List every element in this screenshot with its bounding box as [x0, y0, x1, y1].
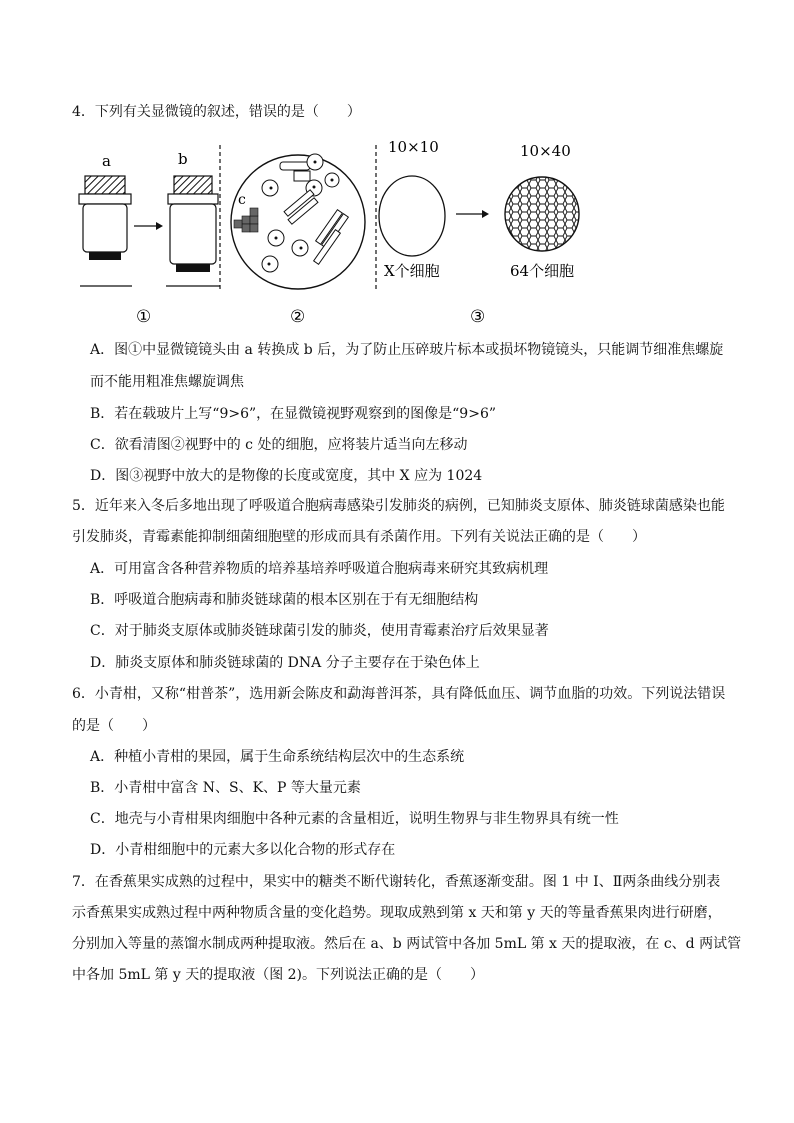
q6-option-c: C．地壳与小青柑果肉细胞中各种元素的含量相近，说明生物界与非生物界具有统一性 — [90, 811, 619, 827]
field-of-view-2 — [231, 154, 365, 289]
q4-option-a: A．图①中显微镜镜头由 a 转换成 b 后，为了防止压碎玻片标本或损坏物镜镜头，只能调节细准焦螺旋 — [90, 342, 724, 358]
q4-option-d: D．图③视野中放大的是物像的长度或宽度，其中 X 应为 1024 — [90, 468, 483, 484]
q5-stem-line-1: 5．近年来入冬后多地出现了呼吸道合胞病毒感染引发肺炎的病例，已知肺炎支原体、肺炎链球菌感染也能 — [72, 498, 725, 514]
figure-num-3: ③ — [470, 307, 486, 327]
objective-lens-a-icon — [79, 176, 131, 260]
q5-option-b: B．呼吸道合胞病毒和肺炎链球菌的根本区别在于有无细胞结构 — [90, 592, 479, 608]
label-c: c — [238, 192, 246, 208]
q5-stem-line-2: 引发肺炎，青霉素能抑制细菌细胞壁的形成而具有杀菌作用。下列有关说法正确的是（ ） — [72, 529, 646, 545]
q4-stem: 4．下列有关显微镜的叙述，错误的是（ ） — [72, 104, 361, 120]
mag-10x10: 10×10 — [388, 140, 439, 156]
q6-option-d: D．小青柑细胞中的元素大多以化合物的形式存在 — [90, 842, 396, 858]
count-x-cells: X个细胞 — [384, 262, 440, 280]
q7-stem-line-1: 7．在香蕉果实成熟的过程中，果实中的糖类不断代谢转化，香蕉逐渐变甜。图 1 中 Ⅰ、Ⅱ两条曲线分别表 — [72, 874, 721, 890]
q4-option-c: C．欲看清图②视野中的 c 处的细胞，应将装片适当向左移动 — [90, 437, 468, 453]
label-a: a — [102, 152, 111, 170]
q4-option-a-cont: 而不能用粗准焦螺旋调焦 — [90, 374, 244, 390]
q6-option-a: A．种植小青柑的果园，属于生命系统结构层次中的生态系统 — [90, 749, 465, 765]
q7-stem-line-2: 示香蕉果实成熟过程中两种物质含量的变化趋势。现取成熟到第 x 天和第 y 天的等量香蕉果肉进行研磨， — [72, 905, 722, 921]
q4-option-b: B．若在载玻片上写“9>6”，在显微镜视野观察到的图像是“9>6” — [90, 406, 497, 422]
field-of-view-high-mag — [505, 177, 579, 251]
objective-lens-b-icon — [168, 176, 218, 272]
figure-num-1: ① — [136, 307, 152, 327]
q6-stem-line-1: 6．小青柑，又称“柑普茶”，选用新会陈皮和勐海普洱茶，具有降低血压、调节血脂的功效。下列说法错误 — [72, 686, 726, 702]
q5-option-a: A．可用富含各种营养物质的培养基培养呼吸道合胞病毒来研究其致病机理 — [90, 561, 549, 577]
figure-num-2: ② — [290, 307, 306, 327]
microscope-figure — [70, 140, 630, 330]
q6-stem-line-2: 的是（ ） — [72, 718, 156, 734]
q7-stem-line-3: 分别加入等量的蒸馏水制成两种提取液。然后在 a、b 两试管中各加 5mL 第 x 天的提取液，在 c、d 两试管 — [72, 936, 742, 952]
q7-stem-line-4: 中各加 5mL 第 y 天的提取液（图 2)。下列说法正确的是（ ） — [72, 967, 485, 983]
mag-10x40: 10×40 — [520, 142, 571, 160]
q6-option-b: B．小青柑中富含 N、S、K、P 等大量元素 — [90, 780, 361, 796]
field-of-view-low-mag — [379, 176, 445, 256]
q5-option-d: D．肺炎支原体和肺炎链球菌的 DNA 分子主要存在于染色体上 — [90, 655, 480, 671]
label-b: b — [178, 150, 188, 168]
count-64-cells: 64个细胞 — [510, 262, 575, 280]
q5-option-c: C．对于肺炎支原体或肺炎链球菌引发的肺炎，使用青霉素治疗后效果显著 — [90, 623, 549, 639]
